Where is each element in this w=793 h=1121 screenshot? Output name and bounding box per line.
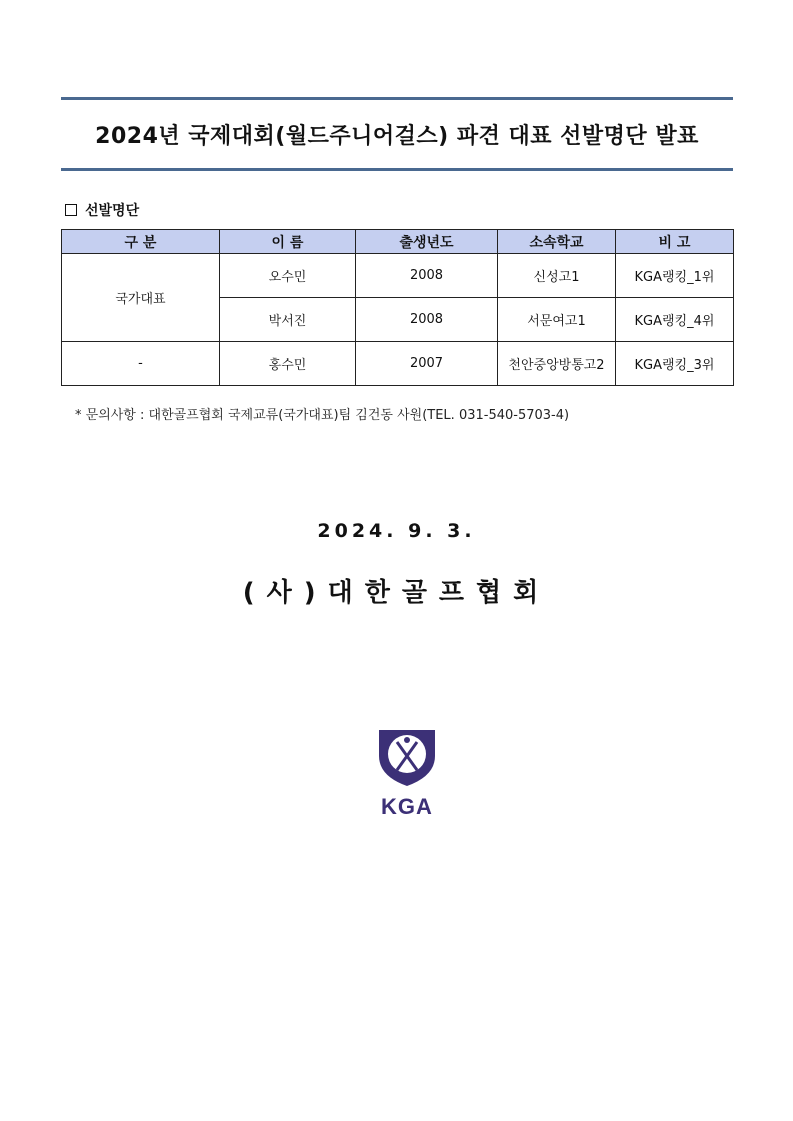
table-header-row bbox=[62, 230, 734, 254]
header-name: 이 름 bbox=[220, 230, 356, 254]
logo-text: KGA bbox=[381, 794, 433, 819]
section-heading bbox=[65, 200, 139, 220]
table-row bbox=[62, 254, 734, 298]
page-title: 2024년 국제대회(월드주니어걸스) 파견 대표 선발명단 발표 bbox=[95, 123, 699, 149]
kga-logo bbox=[370, 726, 444, 820]
table-row bbox=[62, 342, 734, 386]
name-cell: 박서진 bbox=[220, 298, 356, 342]
document-date: 2024. 9. 3. bbox=[317, 520, 476, 542]
note-cell: KGA랭킹_3위 bbox=[616, 342, 734, 386]
section-label: 선발명단 bbox=[85, 203, 140, 219]
header-category: 구 분 bbox=[62, 230, 220, 254]
checkbox-icon bbox=[65, 204, 77, 216]
name-cell: 홍수민 bbox=[220, 342, 356, 386]
roster-table bbox=[61, 229, 734, 386]
organization-name: (사)대한골프협회 bbox=[242, 578, 551, 608]
birth-year-cell: 2008 bbox=[356, 254, 498, 298]
category-cell: - bbox=[62, 342, 220, 386]
header-note: 비 고 bbox=[616, 230, 734, 254]
title-box bbox=[61, 97, 733, 171]
kga-emblem-icon bbox=[375, 726, 439, 788]
birth-year-cell: 2007 bbox=[356, 342, 498, 386]
header-birth-year: 출생년도 bbox=[356, 230, 498, 254]
category-cell: 국가대표 bbox=[62, 254, 220, 342]
contact-note: * 문의사항 : 대한골프협회 국제교류(국가대표)팀 김건동 사원(TEL. 031-540-5703-4) bbox=[75, 408, 570, 423]
birth-year-cell: 2008 bbox=[356, 298, 498, 342]
name-cell: 오수민 bbox=[220, 254, 356, 298]
school-cell: 신성고1 bbox=[498, 254, 616, 298]
school-cell: 서문여고1 bbox=[498, 298, 616, 342]
note-cell: KGA랭킹_4위 bbox=[616, 298, 734, 342]
school-cell: 천안중앙방통고2 bbox=[498, 342, 616, 386]
note-cell: KGA랭킹_1위 bbox=[616, 254, 734, 298]
header-school: 소속학교 bbox=[498, 230, 616, 254]
